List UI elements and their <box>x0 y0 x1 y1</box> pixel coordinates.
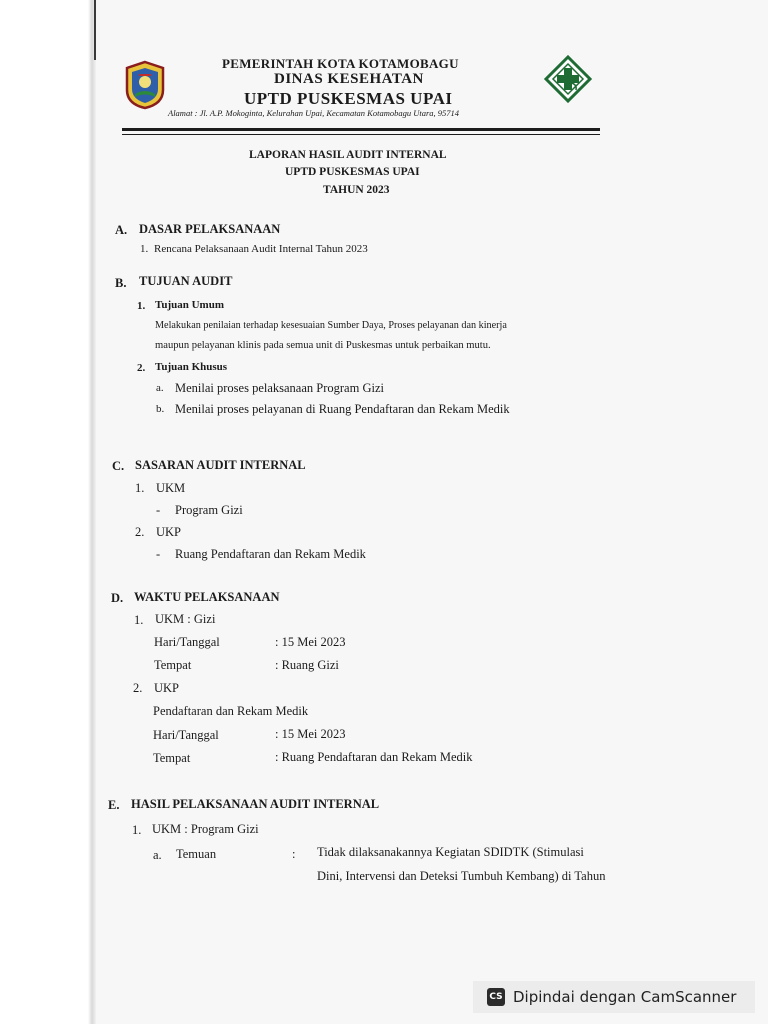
letterhead-institution: UPTD PUSKESMAS UPAI <box>244 89 453 108</box>
sasaran-item1-dash: - <box>156 503 161 517</box>
section-e-letter: E. <box>108 798 120 812</box>
section-d-heading: WAKTU PELAKSANAAN <box>134 590 280 604</box>
waktu-item1: UKM : Gizi <box>155 612 216 626</box>
temuan-label: Temuan <box>176 847 217 861</box>
section-a-item: Rencana Pelaksanaan Audit Internal Tahun 2023 <box>154 243 368 255</box>
tujuan-khusus-a-letter: a. <box>156 382 164 394</box>
temuan-text-line1: Tidak dilaksanakannya Kegiatan SDIDTK (Stimulasi <box>317 845 584 859</box>
waktu-item1-number: 1. <box>134 613 144 627</box>
hasil-item1-number: 1. <box>132 823 142 837</box>
temuan-text-line2: Dini, Intervensi dan Deteksi Tumbuh Kembang) di Tahun <box>317 869 606 883</box>
puskesmas-logo-icon <box>544 55 592 103</box>
section-a-item-number: 1. <box>140 243 149 255</box>
section-c-heading: SASARAN AUDIT INTERNAL <box>135 458 306 472</box>
sasaran-item2: UKP <box>156 525 182 539</box>
section-b-letter: B. <box>115 276 127 290</box>
section-e-heading: HASIL PELAKSANAAN AUDIT INTERNAL <box>131 797 380 811</box>
waktu-item2-date-label: Hari/Tanggal <box>153 728 219 742</box>
letterhead-address: Alamat : Jl. A.P. Mokoginta, Kelurahan Upai, Kecamatan Kotamobagu Utara, 95714 <box>168 108 460 118</box>
scan-edge <box>0 0 96 1024</box>
waktu-item2-date-value: : 15 Mei 2023 <box>275 727 346 741</box>
tujuan-umum-text-line1: Melakukan penilaian terhadap kesesuaian Sumber Daya, Proses pelayanan dan kinerja <box>155 320 507 331</box>
section-a-letter: A. <box>115 223 128 237</box>
tujuan-umum-text-line2: maupun pelayanan klinis pada semua unit di Puskesmas untuk perbaikan mutu. <box>155 340 491 351</box>
letterhead-department: DINAS KESEHATAN <box>274 71 424 87</box>
waktu-item2-number: 2. <box>133 681 143 695</box>
waktu-item2-place-label: Tempat <box>153 751 191 765</box>
letterhead-rule-thick <box>122 128 600 131</box>
tujuan-khusus-b: Menilai proses pelayanan di Ruang Pendaftaran dan Rekam Medik <box>175 402 510 416</box>
sasaran-item1-sub: Program Gizi <box>175 503 243 517</box>
tujuan-khusus-b-letter: b. <box>156 403 165 415</box>
section-c-letter: C. <box>112 459 125 473</box>
sasaran-item1-number: 1. <box>135 481 145 495</box>
camscanner-label: Dipindai dengan CamScanner <box>513 988 737 1006</box>
waktu-item2-sub: Pendaftaran dan Rekam Medik <box>153 704 309 718</box>
sasaran-item1: UKM <box>156 481 186 495</box>
waktu-item1-date-value: : 15 Mei 2023 <box>275 635 346 649</box>
sasaran-item2-dash: - <box>156 547 161 561</box>
waktu-item2: UKP <box>154 681 180 695</box>
tujuan-khusus-number: 2. <box>137 362 146 374</box>
tujuan-umum-number: 1. <box>137 300 146 312</box>
waktu-item1-date-label: Hari/Tanggal <box>154 635 220 649</box>
tujuan-khusus-title: Tujuan Khusus <box>155 361 228 373</box>
sasaran-item2-number: 2. <box>135 525 145 539</box>
letterhead-rule-thin <box>122 134 600 135</box>
hasil-item1: UKM : Program Gizi <box>152 822 259 836</box>
camscanner-watermark <box>473 981 755 1013</box>
temuan-letter: a. <box>153 848 162 862</box>
section-b-heading: TUJUAN AUDIT <box>139 274 233 288</box>
tujuan-umum-title: Tujuan Umum <box>155 299 224 311</box>
kotamobagu-emblem-icon <box>123 60 167 110</box>
waktu-item1-place-label: Tempat <box>154 658 192 672</box>
temuan-colon: : <box>292 847 296 861</box>
waktu-item2-place-value: : Ruang Pendaftaran dan Rekam Medik <box>275 750 473 764</box>
waktu-item1-place-value: : Ruang Gizi <box>275 658 339 672</box>
camscanner-logo-icon: CS <box>487 988 505 1006</box>
report-subtitle: UPTD PUSKESMAS UPAI <box>285 166 420 178</box>
sasaran-item2-sub: Ruang Pendaftaran dan Rekam Medik <box>175 547 366 561</box>
letterhead-government: PEMERINTAH KOTA KOTAMOBAGU <box>222 56 459 71</box>
tujuan-khusus-a: Menilai proses pelaksanaan Program Gizi <box>175 381 384 395</box>
report-year: TAHUN 2023 <box>323 184 390 196</box>
report-title: LAPORAN HASIL AUDIT INTERNAL <box>249 149 447 161</box>
section-d-letter: D. <box>111 591 124 605</box>
section-a-heading: DASAR PELAKSANAAN <box>139 222 281 236</box>
